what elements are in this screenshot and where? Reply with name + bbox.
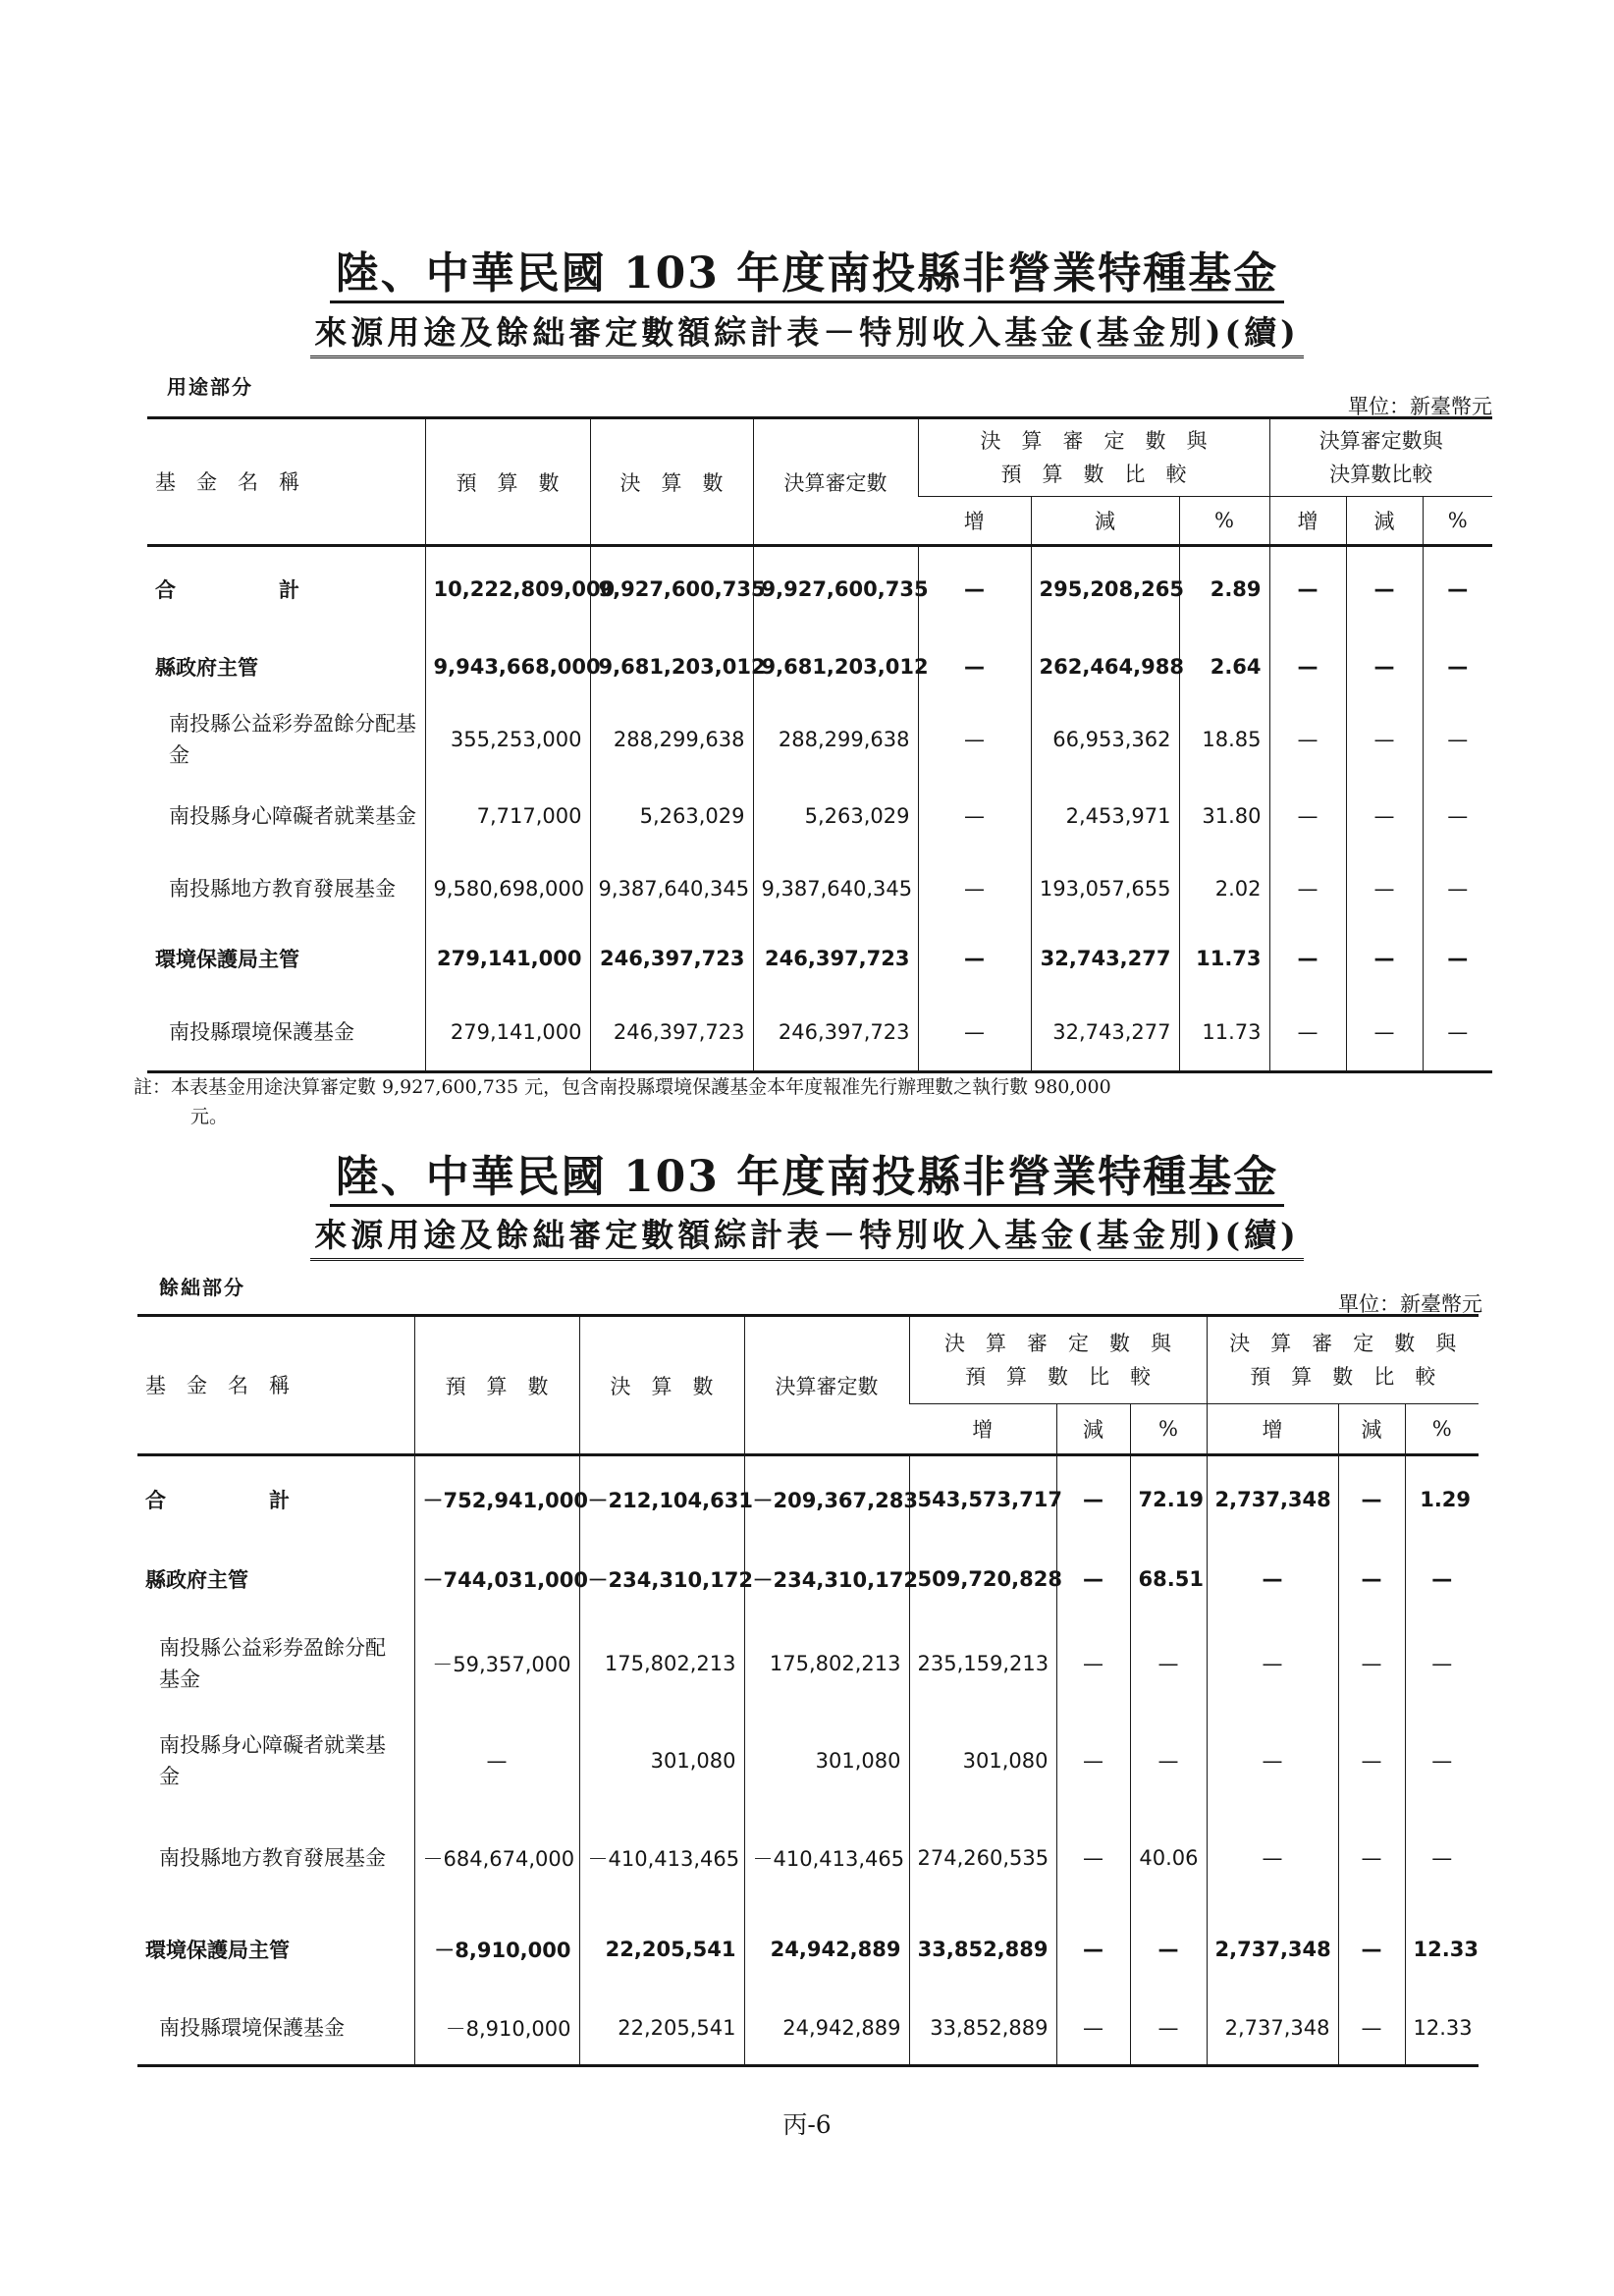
total-row xyxy=(137,1455,1479,1544)
budget-compare-percent-cell: — xyxy=(1130,1907,1207,1992)
final-cell: 9,681,203,012 xyxy=(590,632,753,701)
audited-cell: 175,802,213 xyxy=(744,1614,909,1713)
final-compare-percent-cell: — xyxy=(1405,1713,1479,1809)
fund-name-cell: 合 計 xyxy=(155,578,299,603)
final-compare-decrease-cell: — xyxy=(1338,1809,1405,1907)
header-percent: % xyxy=(1179,497,1269,546)
final-cell: 22,205,541 xyxy=(579,1992,744,2066)
header-compare-budget-line1: 決 算 審 定 數 與 xyxy=(980,429,1208,453)
budget-cell: 9,580,698,000 xyxy=(425,854,590,923)
header-decrease: 減 xyxy=(1338,1404,1405,1455)
budget-compare-increase-cell: 301,080 xyxy=(909,1713,1056,1809)
final-cell: －410,413,465 xyxy=(579,1809,744,1907)
footnote-line1: 註：本表基金用途決算審定數 9,927,600,735 元，包含南投縣環境保護基金本年度報准先行辦理數之執行數 980,000 xyxy=(134,1076,1111,1098)
section-label-surplus: 餘絀部分 xyxy=(159,1276,245,1299)
fund-name-cell: 南投縣地方教育發展基金 xyxy=(159,1845,386,1870)
budget-compare-increase-cell: 235,159,213 xyxy=(909,1614,1056,1713)
budget-compare-percent-cell: 2.89 xyxy=(1179,546,1269,632)
header-increase: 增 xyxy=(1269,497,1346,546)
page-title-1: 陸、中華民國 103 年度南投縣非營業特種基金 xyxy=(0,238,1614,301)
fund-name-cell: 南投縣公益彩券盈餘分配基金 xyxy=(159,1635,386,1691)
header-fund-name: 基 金 名 稱 xyxy=(147,418,425,546)
budget-cell: 279,141,000 xyxy=(425,923,590,994)
final-compare-percent-cell: 1.29 xyxy=(1405,1455,1479,1544)
final-compare-increase-cell: 2,737,348 xyxy=(1207,1992,1338,2066)
audited-cell: －234,310,172 xyxy=(744,1544,909,1614)
fund-name-cell: 合 計 xyxy=(145,1489,290,1513)
final-compare-percent-cell: — xyxy=(1405,1544,1479,1614)
budget-compare-decrease-cell: — xyxy=(1056,1809,1130,1907)
footnote xyxy=(134,1072,1508,1131)
final-compare-percent-cell: — xyxy=(1423,994,1492,1072)
final-compare-increase-cell: 2,737,348 xyxy=(1207,1455,1338,1544)
final-cell: 9,927,600,735 xyxy=(590,546,753,632)
audited-cell: 246,397,723 xyxy=(753,923,918,994)
fund-name-cell: 南投縣身心障礙者就業基金 xyxy=(159,1732,386,1788)
page-subtitle-1: 來源用途及餘絀審定數額綜計表－特別收入基金(基金別)(續) xyxy=(0,307,1614,354)
final-compare-decrease-cell: — xyxy=(1346,994,1423,1072)
final-compare-percent-cell: — xyxy=(1423,778,1492,854)
budget-compare-increase-cell: 33,852,889 xyxy=(909,1907,1056,1992)
budget-cell: 10,222,809,000 xyxy=(425,546,590,632)
department-row xyxy=(147,923,1492,994)
budget-compare-increase-cell: 509,720,828 xyxy=(909,1544,1056,1614)
budget-cell: 279,141,000 xyxy=(425,994,590,1072)
budget-compare-increase-cell: — xyxy=(918,994,1031,1072)
final-compare-increase-cell: — xyxy=(1269,854,1346,923)
header-audited: 決算審定數 xyxy=(744,1316,909,1455)
final-cell: －212,104,631 xyxy=(579,1455,744,1544)
final-cell: 175,802,213 xyxy=(579,1614,744,1713)
final-cell: 246,397,723 xyxy=(590,994,753,1072)
budget-compare-increase-cell: — xyxy=(918,854,1031,923)
header-compare-budget xyxy=(909,1316,1207,1404)
audited-cell: －410,413,465 xyxy=(744,1809,909,1907)
budget-cell: －752,941,000 xyxy=(414,1455,579,1544)
header-compare-final-line2: 決算數比較 xyxy=(1329,463,1433,486)
audited-cell: －209,367,283 xyxy=(744,1455,909,1544)
final-compare-increase-cell: — xyxy=(1269,994,1346,1072)
final-compare-decrease-cell: — xyxy=(1338,1907,1405,1992)
header-compare-budget xyxy=(918,418,1269,497)
header-audited: 決算審定數 xyxy=(753,418,918,546)
budget-compare-increase-cell: 274,260,535 xyxy=(909,1809,1056,1907)
final-compare-decrease-cell: — xyxy=(1338,1455,1405,1544)
header-decrease: 減 xyxy=(1056,1404,1130,1455)
surplus-table xyxy=(137,1314,1479,2067)
budget-cell: 355,253,000 xyxy=(425,701,590,778)
final-compare-decrease-cell: — xyxy=(1346,632,1423,701)
audited-cell: 24,942,889 xyxy=(744,1907,909,1992)
budget-compare-percent-cell: 40.06 xyxy=(1130,1809,1207,1907)
final-compare-decrease-cell: — xyxy=(1338,1992,1405,2066)
final-compare-percent-cell: — xyxy=(1405,1614,1479,1713)
fund-row xyxy=(137,1809,1479,1907)
final-compare-decrease-cell: — xyxy=(1338,1614,1405,1713)
budget-compare-increase-cell: 33,852,889 xyxy=(909,1992,1056,2066)
section-label-usage: 用途部分 xyxy=(167,375,253,399)
budget-compare-decrease-cell: — xyxy=(1056,1992,1130,2066)
header-compare-budget-line2: 預 算 數 比 較 xyxy=(965,1365,1152,1389)
budget-compare-decrease-cell: 262,464,988 xyxy=(1031,632,1179,701)
budget-compare-percent-cell: — xyxy=(1130,1992,1207,2066)
fund-row xyxy=(137,1992,1479,2066)
final-compare-percent-cell: 12.33 xyxy=(1405,1907,1479,1992)
header-final: 決 算 數 xyxy=(579,1316,744,1455)
final-compare-percent-cell: — xyxy=(1405,1809,1479,1907)
fund-name-cell: 南投縣環境保護基金 xyxy=(169,1019,354,1044)
final-compare-decrease-cell: — xyxy=(1346,778,1423,854)
budget-compare-decrease-cell: — xyxy=(1056,1544,1130,1614)
fund-name-cell: 南投縣身心障礙者就業基金 xyxy=(169,803,416,828)
final-compare-percent-cell: — xyxy=(1423,923,1492,994)
budget-compare-percent-cell: 18.85 xyxy=(1179,701,1269,778)
budget-compare-decrease-cell: 295,208,265 xyxy=(1031,546,1179,632)
total-row xyxy=(147,546,1492,632)
unit-label-1: 單位：新臺幣元 xyxy=(1348,395,1492,418)
final-cell: 288,299,638 xyxy=(590,701,753,778)
budget-cell: －59,357,000 xyxy=(414,1614,579,1713)
header-compare-final xyxy=(1207,1316,1479,1404)
final-compare-increase-cell: — xyxy=(1207,1614,1338,1713)
budget-compare-decrease-cell: 193,057,655 xyxy=(1031,854,1179,923)
budget-compare-decrease-cell: 32,743,277 xyxy=(1031,923,1179,994)
final-compare-increase-cell: — xyxy=(1269,701,1346,778)
audited-cell: 9,681,203,012 xyxy=(753,632,918,701)
budget-compare-percent-cell: 72.19 xyxy=(1130,1455,1207,1544)
audited-cell: 246,397,723 xyxy=(753,994,918,1072)
header-compare-budget-line2: 預 算 數 比 較 xyxy=(1000,463,1187,486)
header-percent: % xyxy=(1423,497,1492,546)
fund-name-cell: 南投縣環境保護基金 xyxy=(159,2015,345,2040)
header-increase: 增 xyxy=(1207,1404,1338,1455)
fund-name-cell: 環境保護局主管 xyxy=(145,1938,290,1962)
fund-row xyxy=(137,1614,1479,1713)
budget-compare-increase-cell: — xyxy=(918,923,1031,994)
budget-compare-increase-cell: — xyxy=(918,546,1031,632)
final-compare-increase-cell: — xyxy=(1207,1544,1338,1614)
final-compare-increase-cell: 2,737,348 xyxy=(1207,1907,1338,1992)
header-decrease: 減 xyxy=(1346,497,1423,546)
fund-name-cell: 南投縣公益彩券盈餘分配基金 xyxy=(169,711,416,767)
fund-row xyxy=(147,778,1492,854)
budget-compare-decrease-cell: 2,453,971 xyxy=(1031,778,1179,854)
final-compare-percent-cell: — xyxy=(1423,701,1492,778)
fund-name-cell: 縣政府主管 xyxy=(145,1567,248,1592)
audited-cell: 24,942,889 xyxy=(744,1992,909,2066)
budget-compare-percent-cell: 11.73 xyxy=(1179,923,1269,994)
final-compare-percent-cell: 12.33 xyxy=(1405,1992,1479,2066)
header-increase: 增 xyxy=(909,1404,1056,1455)
budget-compare-decrease-cell: 32,743,277 xyxy=(1031,994,1179,1072)
budget-compare-percent-cell: 2.02 xyxy=(1179,854,1269,923)
budget-compare-percent-cell: — xyxy=(1130,1614,1207,1713)
final-compare-percent-cell: — xyxy=(1423,854,1492,923)
budget-compare-increase-cell: — xyxy=(918,778,1031,854)
budget-compare-decrease-cell: — xyxy=(1056,1713,1130,1809)
fund-row xyxy=(137,1713,1479,1809)
fund-row xyxy=(147,701,1492,778)
budget-compare-percent-cell: — xyxy=(1130,1713,1207,1809)
header-percent: % xyxy=(1405,1404,1479,1455)
budget-compare-percent-cell: 31.80 xyxy=(1179,778,1269,854)
budget-compare-increase-cell: 543,573,717 xyxy=(909,1455,1056,1544)
budget-cell: 9,943,668,000 xyxy=(425,632,590,701)
header-final: 決 算 數 xyxy=(590,418,753,546)
header-budget: 預 算 數 xyxy=(414,1316,579,1455)
budget-compare-decrease-cell: 66,953,362 xyxy=(1031,701,1179,778)
audited-cell: 9,927,600,735 xyxy=(753,546,918,632)
header-budget: 預 算 數 xyxy=(425,418,590,546)
header-compare-final-line2: 預 算 數 比 較 xyxy=(1250,1365,1436,1389)
fund-row xyxy=(147,854,1492,923)
page-title-2: 陸、中華民國 103 年度南投縣非營業特種基金 xyxy=(0,1141,1614,1204)
budget-compare-increase-cell: — xyxy=(918,632,1031,701)
department-row xyxy=(137,1544,1479,1614)
footnote-line2: 元。 xyxy=(190,1106,229,1127)
final-compare-decrease-cell: — xyxy=(1346,546,1423,632)
header-decrease: 減 xyxy=(1031,497,1179,546)
page-number: 丙-6 xyxy=(782,2110,832,2139)
final-compare-increase-cell: — xyxy=(1207,1713,1338,1809)
audited-cell: 301,080 xyxy=(744,1713,909,1809)
budget-cell: 7,717,000 xyxy=(425,778,590,854)
header-fund-name: 基 金 名 稱 xyxy=(137,1316,414,1455)
final-cell: －234,310,172 xyxy=(579,1544,744,1614)
header-compare-final-line1: 決 算 審 定 數 與 xyxy=(1229,1332,1457,1355)
usage-table xyxy=(147,416,1492,1073)
final-cell: 9,387,640,345 xyxy=(590,854,753,923)
audited-cell: 5,263,029 xyxy=(753,778,918,854)
budget-cell: — xyxy=(414,1713,579,1809)
final-compare-increase-cell: — xyxy=(1269,778,1346,854)
department-row xyxy=(147,632,1492,701)
budget-compare-percent-cell: 11.73 xyxy=(1179,994,1269,1072)
final-compare-decrease-cell: — xyxy=(1346,923,1423,994)
budget-compare-percent-cell: 2.64 xyxy=(1179,632,1269,701)
final-compare-percent-cell: — xyxy=(1423,632,1492,701)
header-compare-final xyxy=(1269,418,1492,497)
budget-compare-increase-cell: — xyxy=(918,701,1031,778)
final-compare-decrease-cell: — xyxy=(1338,1544,1405,1614)
final-compare-increase-cell: — xyxy=(1269,546,1346,632)
fund-name-cell: 環境保護局主管 xyxy=(155,947,299,971)
header-increase: 增 xyxy=(918,497,1031,546)
final-cell: 246,397,723 xyxy=(590,923,753,994)
fund-name-cell: 縣政府主管 xyxy=(155,655,258,680)
budget-compare-decrease-cell: — xyxy=(1056,1907,1130,1992)
fund-name-cell: 南投縣地方教育發展基金 xyxy=(169,876,396,901)
final-compare-percent-cell: — xyxy=(1423,546,1492,632)
final-cell: 301,080 xyxy=(579,1713,744,1809)
department-row xyxy=(137,1907,1479,1992)
budget-cell: －684,674,000 xyxy=(414,1809,579,1907)
header-compare-final-line1: 決算審定數與 xyxy=(1318,429,1443,453)
final-cell: 22,205,541 xyxy=(579,1907,744,1992)
audited-cell: 288,299,638 xyxy=(753,701,918,778)
budget-compare-decrease-cell: — xyxy=(1056,1614,1130,1713)
header-percent: % xyxy=(1130,1404,1207,1455)
budget-compare-percent-cell: 68.51 xyxy=(1130,1544,1207,1614)
budget-compare-decrease-cell: — xyxy=(1056,1455,1130,1544)
audited-cell: 9,387,640,345 xyxy=(753,854,918,923)
unit-label-2: 單位：新臺幣元 xyxy=(1338,1292,1482,1316)
budget-cell: －744,031,000 xyxy=(414,1544,579,1614)
budget-cell: －8,910,000 xyxy=(414,1907,579,1992)
final-compare-decrease-cell: — xyxy=(1346,854,1423,923)
final-compare-increase-cell: — xyxy=(1269,632,1346,701)
final-compare-increase-cell: — xyxy=(1269,923,1346,994)
final-compare-increase-cell: — xyxy=(1207,1809,1338,1907)
final-compare-decrease-cell: — xyxy=(1338,1713,1405,1809)
page-subtitle-2: 來源用途及餘絀審定數額綜計表－特別收入基金(基金別)(續) xyxy=(0,1210,1614,1256)
budget-cell: －8,910,000 xyxy=(414,1992,579,2066)
final-compare-decrease-cell: — xyxy=(1346,701,1423,778)
fund-row xyxy=(147,994,1492,1072)
header-compare-budget-line1: 決 算 審 定 數 與 xyxy=(944,1332,1172,1355)
final-cell: 5,263,029 xyxy=(590,778,753,854)
